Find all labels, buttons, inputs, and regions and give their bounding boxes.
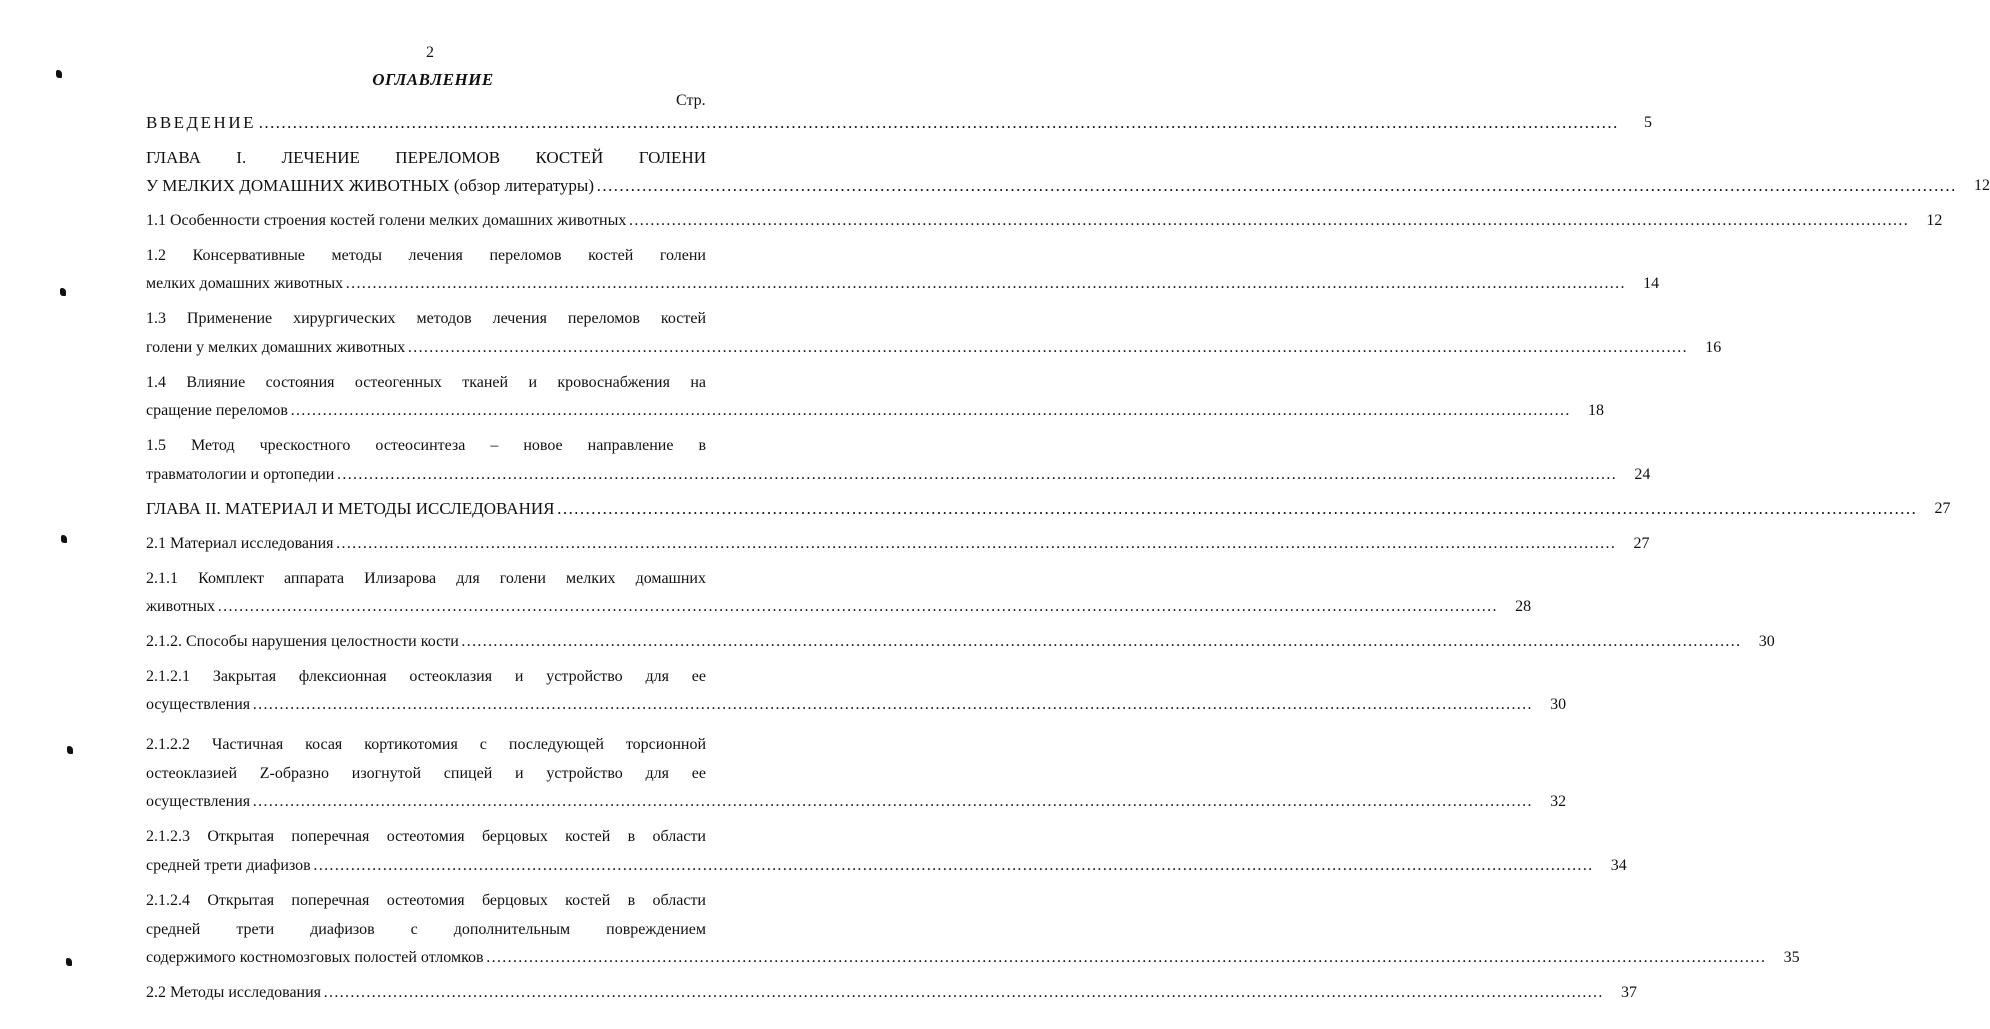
dot-leader: …………………………………………………………………………………………………………………………………………………………………………………………………………………… <box>345 275 1626 292</box>
toc-line <box>146 431 706 460</box>
toc-entry <box>146 730 1567 817</box>
toc-entry-text: ГЛАВА II. МАТЕРИАЛ И МЕТОДЫ ИССЛЕДОВАНИЯ <box>146 499 555 518</box>
toc-entry-text: 1.5 Метод чрескостного остеосинтеза – новое направление в <box>146 437 706 454</box>
toc-entry <box>146 978 1638 1007</box>
toc-entry-text: 2.1.2.3 Открытая поперечная остеотомия берцовых костей в области <box>146 828 706 845</box>
toc-page-number: 27 <box>1934 500 1951 517</box>
dot-leader: …………………………………………………………………………………………………………………………………………………………………………………………………………………… <box>312 856 1593 874</box>
toc-page-number: 14 <box>1643 275 1660 292</box>
toc-line <box>146 593 1532 622</box>
toc-line <box>146 495 1951 524</box>
toc-line <box>146 730 706 759</box>
toc-entry <box>146 143 1990 201</box>
toc-page-number: 35 <box>1783 949 1800 966</box>
toc-entry <box>146 529 1650 558</box>
dot-leader: …………………………………………………………………………………………………………………………………………………………………………………………………………………… <box>252 696 1533 713</box>
toc-entry-text: 2.2 Методы исследования <box>146 983 322 1001</box>
toc-page-number: 34 <box>1610 856 1627 874</box>
toc-entry-text: 2.1.2.2 Частичная косая кортикотомия с последующей торсионной <box>146 735 706 753</box>
dot-leader: …………………………………………………………………………………………………………………………………………………………………………………………………………………… <box>217 598 1498 615</box>
toc-entry-text: осуществления <box>146 696 251 713</box>
dot-leader: …………………………………………………………………………………………………………………………………………………………………………………………………………………… <box>335 534 1616 552</box>
toc-line <box>146 627 1775 656</box>
toc-line <box>146 851 1627 880</box>
toc-entry <box>146 431 1651 489</box>
toc-page-number: 12 <box>1926 211 1943 229</box>
toc-page-number: 18 <box>1587 402 1604 419</box>
toc-line <box>146 270 1660 299</box>
scan-speck <box>61 535 67 543</box>
dot-leader: …………………………………………………………………………………………………………………………………………………………………………………………………………………… <box>407 338 1688 356</box>
dot-leader: …………………………………………………………………………………………………………………………………………………………………………………………………………………… <box>323 983 1604 1001</box>
toc-line <box>146 529 1650 558</box>
toc-entry-text: 2.1.2.1 Закрытая флексионная остеоклазия и устройство для ее <box>146 667 706 685</box>
toc-entry-text: сращение переломов <box>146 402 288 419</box>
dot-leader: …………………………………………………………………………………………………………………………………………………………………………………………………………………… <box>596 176 1956 195</box>
toc-line <box>146 460 1651 489</box>
toc-page-number: 5 <box>1643 113 1652 131</box>
toc-entry <box>146 368 1604 426</box>
toc-entry <box>146 662 1567 720</box>
toc-entry-text: 2.1.1 Комплект аппарата Илизарова для голени мелких домашних <box>146 569 706 587</box>
toc-entry-text: ГЛАВА I. ЛЕЧЕНИЕ ПЕРЕЛОМОВ КОСТЕЙ ГОЛЕНИ <box>146 147 706 167</box>
scan-speck <box>56 70 62 78</box>
dot-leader: …………………………………………………………………………………………………………………………………………………………………………………………………………………… <box>485 949 1766 966</box>
toc-line <box>146 108 1652 137</box>
toc-entry-text: 1.2 Консервативные методы лечения переломов костей голени <box>146 246 706 264</box>
toc-line <box>146 978 1638 1007</box>
toc-line <box>146 759 706 788</box>
page-title: ОГЛАВЛЕНИЕ <box>372 70 494 89</box>
toc-entry <box>146 241 1660 299</box>
toc-page-number: 16 <box>1705 338 1722 356</box>
toc-entry-text: голени у мелких домашних животных <box>146 338 406 356</box>
toc-entry-text: мелких домашних животных <box>146 275 344 292</box>
toc-entry <box>146 304 1722 362</box>
toc-line <box>146 886 706 915</box>
toc-line <box>146 241 706 270</box>
toc-page-number: 30 <box>1550 696 1567 713</box>
toc-entry-text: У МЕЛКИХ ДОМАШНИХ ЖИВОТНЫХ (обзор литературы) <box>146 176 594 195</box>
toc-line <box>146 172 1990 201</box>
toc-entry-text: остеоклазией Z-образно изогнутой спицей и устройство для ее <box>146 764 706 782</box>
dot-leader: …………………………………………………………………………………………………………………………………………………………………………………………………………………… <box>252 793 1533 810</box>
toc-line <box>146 368 706 397</box>
toc-line <box>146 691 1567 720</box>
toc-line <box>146 564 706 593</box>
toc-page-number: 37 <box>1621 983 1638 1001</box>
toc-entry <box>146 627 1775 656</box>
toc-entry-text: 1.3 Применение хирургических методов лечения переломов костей <box>146 310 706 327</box>
toc-line <box>146 662 706 691</box>
dot-leader: …………………………………………………………………………………………………………………………………………………………………………………………………………………… <box>628 211 1909 229</box>
toc-page-number: 12 <box>1974 177 1990 194</box>
toc-entry <box>146 886 1800 973</box>
scan-speck <box>67 746 73 754</box>
page-column-header: Стр. <box>676 92 706 109</box>
toc-page-number: 27 <box>1633 534 1650 552</box>
toc-page-number: 32 <box>1550 793 1567 810</box>
toc-page-number: 24 <box>1634 465 1651 483</box>
toc-entry-text: 2.1.2.4 Открытая поперечная остеотомия берцовых костей в области <box>146 891 706 909</box>
toc-entry-text: содержимого костномозговых полостей отломков <box>146 949 484 966</box>
toc-entry-text: 2.1 Материал исследования <box>146 534 334 552</box>
toc-line <box>146 143 706 172</box>
dot-leader: …………………………………………………………………………………………………………………………………………………………………………………………………………………… <box>556 499 1917 518</box>
toc-line <box>146 397 1604 426</box>
toc-page-number: 30 <box>1758 632 1775 650</box>
toc-line <box>146 944 1800 973</box>
toc-page-number: 28 <box>1515 598 1532 615</box>
toc-entry-text: средней трети диафизов <box>146 856 311 874</box>
toc-entry-text: травматологии и ортопедии <box>146 465 335 483</box>
toc-line <box>146 915 706 944</box>
toc-entry <box>146 206 1943 235</box>
toc-line <box>146 822 706 851</box>
toc-entry-text: ВВЕДЕНИЕ <box>146 112 256 132</box>
toc-entry <box>146 564 1532 622</box>
dot-leader: …………………………………………………………………………………………………………………………………………………………………………………………………………………… <box>257 112 1618 132</box>
toc-line <box>146 788 1567 817</box>
toc-entry <box>146 495 1951 524</box>
scan-speck <box>66 958 72 966</box>
dot-leader: …………………………………………………………………………………………………………………………………………………………………………………………………………………… <box>460 632 1741 650</box>
toc-entry-text: средней трети диафизов с дополнительным повреждением <box>146 920 706 938</box>
toc-entry-text: 2.1.2. Способы нарушения целостности кости <box>146 632 459 650</box>
toc-line <box>146 304 706 333</box>
toc-entry-text: животных <box>146 598 216 615</box>
toc-line <box>146 206 1943 235</box>
page-number: 2 <box>426 44 434 61</box>
dot-leader: …………………………………………………………………………………………………………………………………………………………………………………………………………………… <box>336 465 1617 483</box>
toc-entry-text: 1.1 Особенности строения костей голени мелких домашних животных <box>146 211 627 229</box>
scan-speck <box>60 288 66 296</box>
toc-entry-text: осуществления <box>146 793 251 810</box>
table-of-contents <box>146 108 1990 1013</box>
dot-leader: …………………………………………………………………………………………………………………………………………………………………………………………………………………… <box>289 402 1570 419</box>
toc-entry <box>146 822 1627 880</box>
toc-entry <box>146 108 1652 137</box>
toc-entry-text: 1.4 Влияние состояния остеогенных тканей и кровоснабжения на <box>146 373 706 391</box>
toc-line <box>146 333 1722 362</box>
